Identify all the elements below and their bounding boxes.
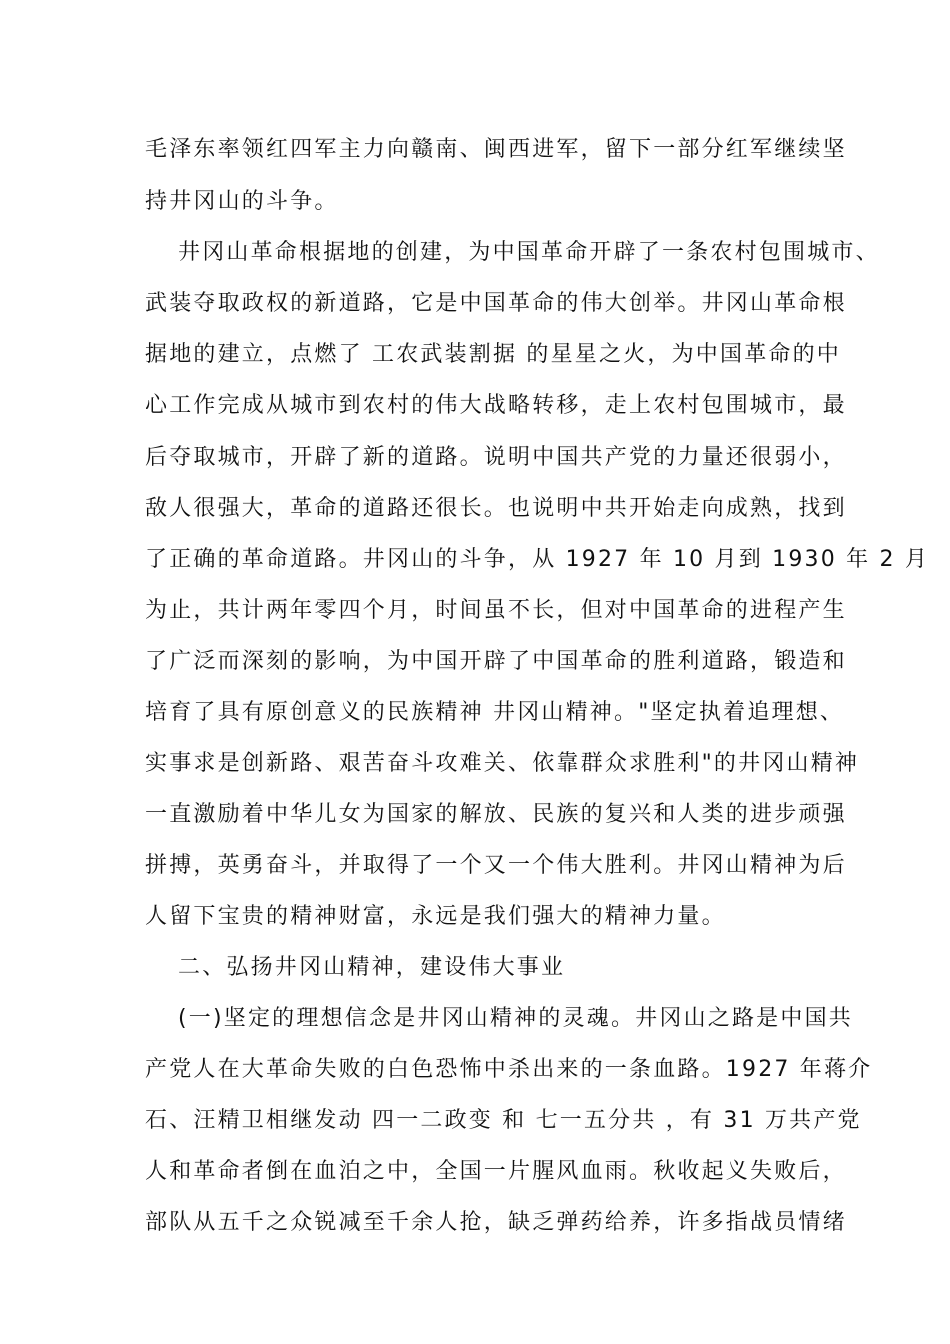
body-text-line: 人留下宝贵的精神财富，永远是我们强大的精神力量。: [145, 904, 726, 929]
paragraph-first-line: 井冈山革命根据地的创建，为中国革命开辟了一条农村包围城市、: [178, 240, 880, 265]
paragraph-first-line: (一)坚定的理想信念是井冈山精神的灵魂。井冈山之路是中国共: [178, 1006, 853, 1031]
body-text-line: 后夺取城市，开辟了新的道路。说明中国共产党的力量还很弱小，: [145, 445, 847, 470]
body-text-line: 了广泛而深刻的影响，为中国开辟了中国革命的胜利道路，锻造和: [145, 649, 847, 674]
body-text-line: 人和革命者倒在血泊之中，全国一片腥风血雨。秋收起义失败后，: [145, 1159, 847, 1184]
body-text-line: 为止，共计两年零四个月，时间虽不长，但对中国革命的进程产生: [145, 598, 847, 623]
body-text-line: 石、汪精卫相继发动 四一二政变 和 七一五分共 ，有 31 万共产党: [145, 1108, 862, 1133]
body-text-line: 持井冈山的斗争。: [145, 189, 339, 214]
section-heading: 二、弘扬井冈山精神，建设伟大事业: [178, 955, 566, 980]
body-text-line: 心工作完成从城市到农村的伟大战略转移，走上农村包围城市，最: [145, 393, 847, 418]
body-text-line: 拼搏，英勇奋斗，并取得了一个又一个伟大胜利。井冈山精神为后: [145, 853, 847, 878]
body-text-line: 据地的建立，点燃了 工农武装割据 的星星之火，为中国革命的中: [145, 342, 841, 367]
body-text-line: 产党人在大革命失败的白色恐怖中杀出来的一条血路。1927 年蒋介: [145, 1057, 873, 1082]
body-text-line: 实事求是创新路、艰苦奋斗攻难关、依靠群众求胜利"的井冈山精神: [145, 751, 860, 776]
body-text-line: 武装夺取政权的新道路，它是中国革命的伟大创举。井冈山革命根: [145, 291, 847, 316]
body-text-line: 毛泽东率领红四军主力向赣南、闽西进军，留下一部分红军继续坚: [145, 137, 847, 162]
body-text-line: 一直激励着中华儿女为国家的解放、民族的复兴和人类的进步顽强: [145, 802, 847, 827]
body-text-line: 敌人很强大，革命的道路还很长。也说明中共开始走向成熟，找到: [145, 496, 847, 521]
body-text-line: 培育了具有原创意义的民族精神 井冈山精神。"坚定执着追理想、: [145, 700, 845, 725]
body-text-line: 了正确的革命道路。井冈山的斗争，从 1927 年 10 月到 1930 年 2 月: [145, 547, 930, 572]
body-text-line: 部队从五千之众锐减至千余人抢，缺乏弹药给养，许多指战员情绪: [145, 1210, 847, 1235]
